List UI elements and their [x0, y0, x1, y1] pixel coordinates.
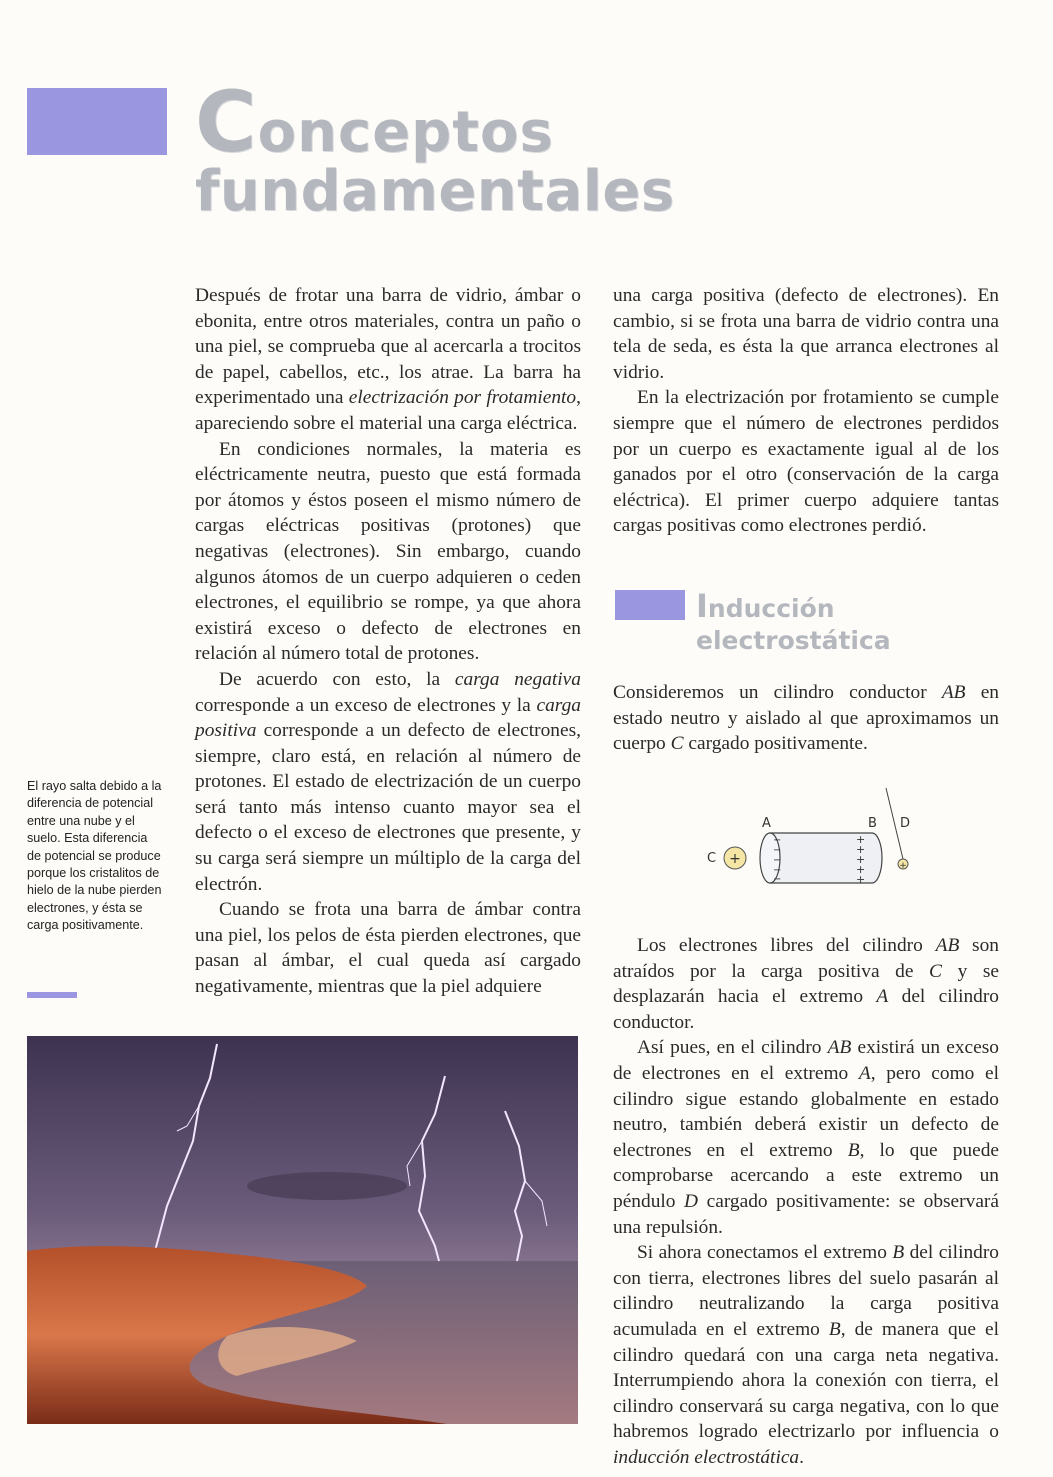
photo-caption: El rayo salta debido a la diferencia de potencial entre una nube y el suelo. Esta diferencia de potencial se produce porque los cristalitos de hielo de la nube pierden electrones, y ésta se carga positivamente.: [27, 779, 162, 933]
label-b: B: [868, 816, 877, 831]
paragraph-8: Así pues, en el cilindro AB existirá un exceso de electrones en el extremo A, pero como el cilindro sigue estando globalmente en estado neutro, también deberá existir un defecto de electrones en el extremo B, lo que puede comprobarse acercando a este extremo un péndulo D cargado positivamente: se observará una repulsión.: [613, 1037, 999, 1238]
column-1: [195, 283, 581, 1000]
paragraph-intro: Consideremos un cilindro conductor AB en estado neutro y aislado al que aproximamos un cuerpo C cargado positivamente.: [613, 682, 999, 755]
minus-sign: −: [773, 845, 782, 856]
minus-sign: −: [773, 865, 782, 876]
plus-sign: +: [856, 833, 866, 846]
minus-sign: −: [773, 835, 782, 846]
plus-sign: +: [856, 863, 866, 876]
column-2: [613, 283, 999, 539]
minus-sign: −: [773, 874, 782, 885]
page-title: Conceptos fundamentales: [195, 73, 675, 224]
paragraph-5: una carga positiva (defecto de electrones). En cambio, si se frota una barra de vidrio contra una tela de seda, es ésta la que arranca electrones al vidrio.: [613, 285, 999, 383]
paragraph-7: Los electrones libres del cilindro AB son atraídos por la carga positiva de C y se desplazarán hacia el extremo A del cilindro conductor.: [613, 935, 999, 1033]
label-a: A: [762, 816, 771, 831]
minus-sign: −: [773, 855, 782, 866]
column-2-continued: [613, 933, 999, 1470]
section-intro: [613, 680, 999, 757]
paragraph-2: En condiciones normales, la materia es eléctricamente neutra, puesto que está formada por átomos y éstos poseen el mismo número de cargas eléctricas positivas (protones) que negativas (electrones). Sin embargo, cuando algunos átomos de un cuerpo adquieren o ceden electrones, el equilibrio se rompe, ya que ahora existirá exceso o defecto de electrones en relación al número total de protones.: [195, 438, 581, 665]
label-c: C: [707, 851, 717, 866]
caption-accent-bar: [27, 992, 77, 998]
body-c-charge: +: [729, 851, 741, 867]
plus-sign: +: [856, 853, 866, 866]
storm-cloud: [247, 1172, 407, 1200]
label-d: D: [900, 816, 911, 831]
positive-charges: [856, 833, 865, 886]
plus-sign: +: [856, 843, 866, 856]
paragraph-9: Si ahora conectamos el extremo B del cilindro con tierra, electrones libres del suelo pasarán al cilindro neutralizando la carga positiva acumulada en el extremo B, de manera que el cilindro quedará con una carga neta negativa. Interrumpiendo ahora la conexión con tierra, el cilindro conservará su carga negativa, con lo que habremos logrado electrizarlo por influencia o inducción electrostática.: [613, 1242, 999, 1468]
title-accent-block: [27, 88, 167, 155]
section-accent-block: [615, 590, 685, 620]
negative-charges: [773, 835, 781, 885]
paragraph-4: Cuando se frota una barra de ámbar contra una piel, los pelos de ésta pierden electrones, que pasan al ámbar, el cual queda así cargado negativamente, mientras que la piel adquiere: [195, 899, 581, 998]
plus-sign: +: [856, 873, 866, 886]
section-title: Inducción electrostática: [696, 587, 891, 655]
paragraph-3: De acuerdo con esto, la carga negativa corresponde a un exceso de electrones y la carga positiva corresponde a un defecto de electrones, siempre, claro está, en relación al número de protones. El estado de electrización de un cuerpo será tanto más intenso cuanto mayor sea el defecto o el exceso de electrones que presente, y su carga será siempre un múltiplo de la carga del electrón.: [195, 668, 581, 895]
paragraph-1: Después de frotar una barra de vidrio, ámbar o ebonita, entre otros materiales, contra un paño o una piel, se comprueba que al acercarla a trocitos de papel, cabellos, etc., los atrae. La barra ha experimentado una electrización por frotamiento, apareciendo sobre el material una carga eléctrica.: [195, 285, 581, 434]
pendulum-charge: +: [899, 861, 907, 871]
induction-diagram: [700, 785, 930, 895]
lightning-photo: [27, 1036, 578, 1424]
paragraph-6: En la electrización por frotamiento se cumple siempre que el número de electrones perdidos por un cuerpo es exactamente igual al de los ganados por el otro (conservación de la carga eléctrica). El primer cuerpo adquiere tantas cargas positivas como electrones perdió.: [613, 387, 999, 537]
